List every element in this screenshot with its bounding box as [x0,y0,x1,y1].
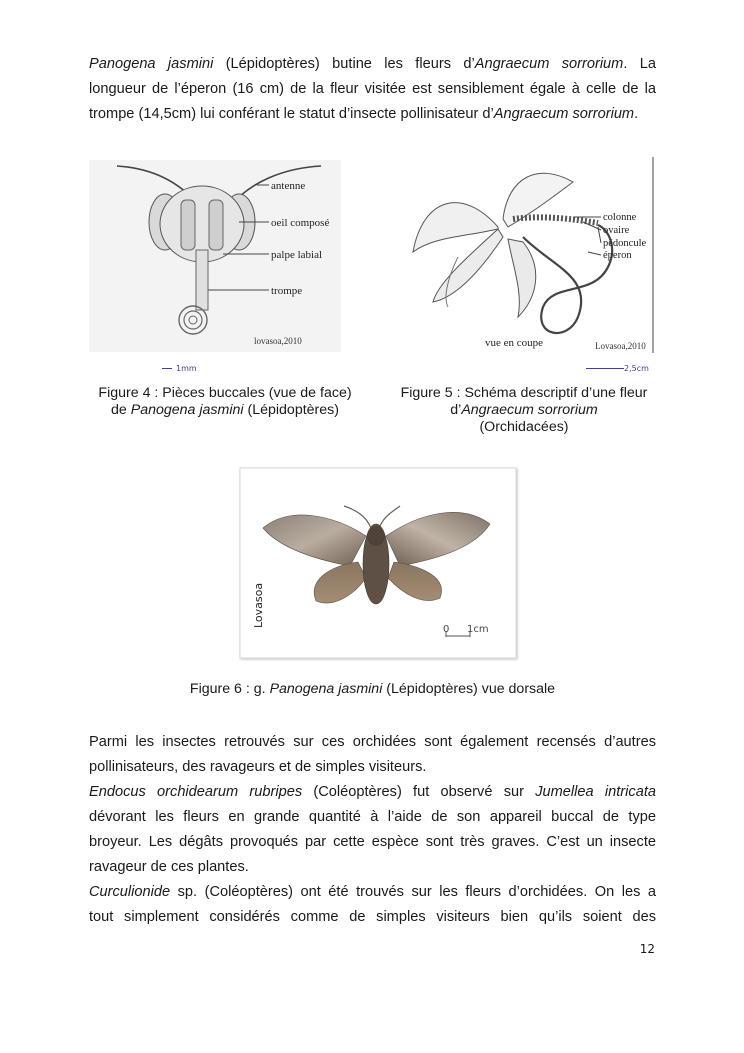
intro-paragraph [89,52,656,127]
labial-palp-right [209,200,223,250]
figure-4-scale-bar: 1mm [162,364,197,373]
body-p3-line-1: Curculionide sp. (Coléoptères) ont été trouvés sur les fleurs d’orchidées. On les a [89,884,656,900]
label-pedoncule: pédoncule [603,238,647,249]
label-colonne: colonne [603,212,637,223]
body-p2-line-4: ravageur de ces plantes. [89,859,249,875]
figure-5-scale-bar: 2,5cm [586,364,649,373]
moth-head [367,526,385,546]
figure-5-credit: Lovasoa,2010 [595,341,646,351]
label-trompe: trompe [271,285,303,297]
label-palpe-labial: palpe labial [271,249,323,261]
label-ovaire: ovaire [603,225,630,236]
body-paragraphs [89,730,656,930]
figure-4-caption: Figure 4 : Pièces buccales (vue de face) de Panogena jasmini (Lépidoptères) [98,385,352,418]
figure-5-orchid-diagram [403,157,656,353]
body-p1-line-2: pollinisateurs, des ravageurs et de simples visiteurs. [89,759,427,775]
figure-6-scale-unit: 1cm [467,624,489,635]
proboscis [196,250,208,310]
label-eperon: éperon [603,250,632,261]
intro-line-1: Panogena jasmini (Lépidoptères) butine les fleurs d’Angraecum sorrorium. La [89,56,656,72]
figure-6-moth-photo [238,466,520,662]
body-p3-line-2: tout simplement considérés comme de simples visiteurs bien qu’ils soient des [89,909,656,925]
label-antenne: antenne [271,180,306,192]
body-p2-line-2: dévorant les fleurs en grande quantité à l’aide de son appareil buccal de type [89,809,656,825]
figure-6-watermark: Lovasoa [252,582,265,628]
figure-4-credit: lovasoa,2010 [254,336,302,346]
body-p1-line-1: Parmi les insectes retrouvés sur ces orchidées sont également recensés d’autres [89,734,656,750]
figure-5-caption: Figure 5 : Schéma descriptif d’une fleur d’Angraecum sorrorium (Orchidacées) [400,385,648,435]
page-number: 12 [639,942,655,956]
body-p2-line-1: Endocus orchidearum rubripes (Coléoptères) fut observé sur Jumellea intricata [89,784,656,800]
intro-line-2: longueur de l’éperon (16 cm) de la fleur visitée est sensiblement égale à celle de la [89,81,656,97]
intro-line-3: trompe (14,5cm) lui conférant le statut d’insecte pollinisateur d’Angraecum sorrorium. [89,106,639,122]
label-vue-en-coupe: vue en coupe [485,337,544,349]
figure-6-caption: Figure 6 : g. Panogena jasmini (Lépidoptères) vue dorsale [189,681,556,697]
figure-4-mouthparts-diagram [89,160,341,352]
figure-6-scale-zero: 0 [443,624,450,635]
label-oeil-compose: oeil composé [271,217,330,229]
body-p2-line-3: broyeur. Les dégâts provoqués par cette espèce sont très graves. C’est un insecte [89,834,656,850]
labial-palp-left [181,200,195,250]
